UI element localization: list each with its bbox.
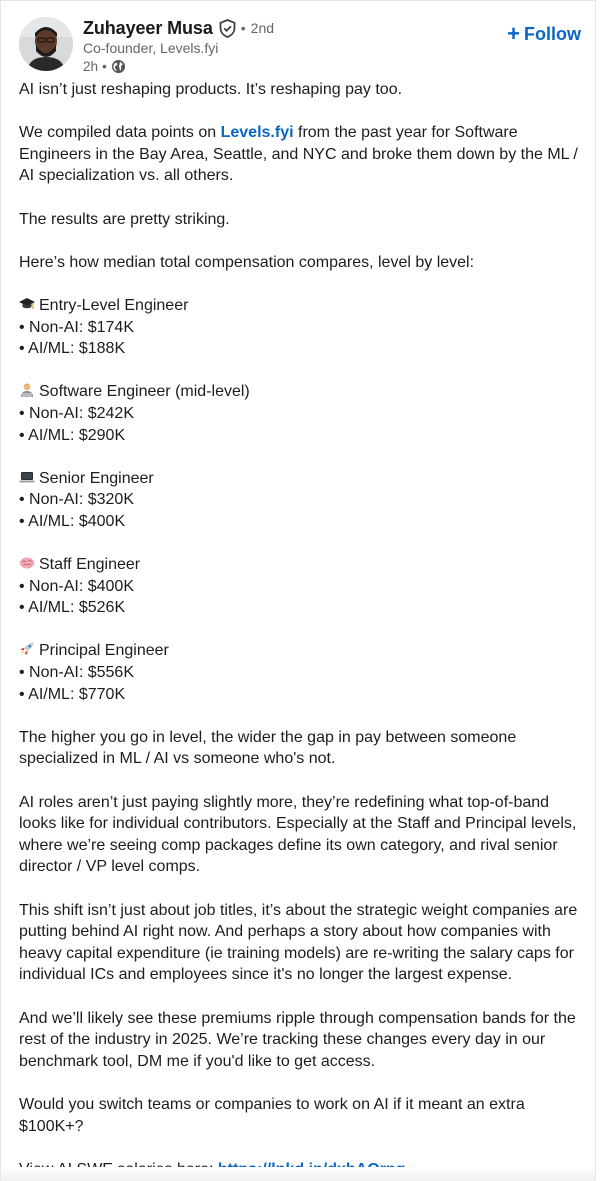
laptop-icon bbox=[19, 469, 35, 483]
level-non-ai: • Non-AI: $556K bbox=[19, 664, 134, 682]
level-block-entry bbox=[19, 295, 589, 360]
level-block-senior bbox=[19, 468, 589, 533]
post-paragraph: Would you switch teams or companies to work on AI if it meant an extra $100K+? bbox=[19, 1095, 525, 1135]
level-title-line bbox=[19, 554, 589, 576]
post-text bbox=[19, 79, 589, 1180]
separator-dot: • bbox=[102, 58, 107, 74]
author-name[interactable]: Zuhayeer Musa bbox=[83, 17, 213, 38]
post-paragraph: The higher you go in level, the wider the gap in pay between someone specialized in ML / AI vs someone who's not. bbox=[19, 728, 517, 768]
level-title-line bbox=[19, 381, 589, 403]
follow-label: Follow bbox=[524, 23, 581, 44]
level-ai-ml: • AI/ML: $526K bbox=[19, 599, 126, 617]
post-paragraph: The results are pretty striking. bbox=[19, 210, 230, 228]
level-ai-ml: • AI/ML: $770K bbox=[19, 685, 126, 703]
avatar[interactable] bbox=[19, 17, 73, 71]
level-non-ai: • Non-AI: $320K bbox=[19, 491, 134, 509]
level-title: Software Engineer (mid-level) bbox=[39, 383, 250, 401]
author-info bbox=[83, 15, 274, 74]
level-ai-ml: • AI/ML: $188K bbox=[19, 340, 126, 358]
connection-degree: 2nd bbox=[250, 20, 275, 36]
level-title-line bbox=[19, 640, 589, 662]
post-paragraph: Here’s how median total compensation compares, level by level: bbox=[19, 253, 475, 271]
level-title-line bbox=[19, 295, 589, 317]
post-paragraph: AI isn’t just reshaping products. It’s reshaping pay too. bbox=[19, 81, 403, 98]
level-title: Principal Engineer bbox=[39, 642, 169, 660]
technologist-icon bbox=[19, 382, 35, 396]
post-paragraph: This shift isn’t just about job titles, it’s about the strategic weight companies are putting behind AI right now. And perhaps a story about how companies with heavy capital expenditure (ie training models) are re-writing the salary caps for individual ICs and employees since it's no longer the largest expense. bbox=[19, 901, 578, 984]
level-title: Entry-Level Engineer bbox=[39, 296, 189, 314]
plus-icon: + bbox=[507, 21, 520, 46]
level-non-ai: • Non-AI: $242K bbox=[19, 404, 134, 422]
rocket-icon bbox=[19, 641, 35, 655]
post-paragraph: AI roles aren’t just paying slightly more, they’re redefining what top-of-band looks like for individual contributors. Especially at the Staff and Principal levels, where we’re seeing comp packages define its own category, and rival senior director / VP level comps. bbox=[19, 793, 577, 876]
post-meta bbox=[83, 58, 274, 74]
follow-button[interactable] bbox=[507, 21, 581, 47]
level-title: Senior Engineer bbox=[39, 469, 154, 487]
post-time: 2h bbox=[83, 58, 99, 74]
level-block-mid bbox=[19, 381, 589, 446]
level-block-principal bbox=[19, 640, 589, 705]
level-block-staff bbox=[19, 554, 589, 619]
level-ai-ml: • AI/ML: $290K bbox=[19, 426, 126, 444]
author-headline: Co-founder, Levels.fyi bbox=[83, 40, 219, 56]
post-paragraph: And we’ll likely see these premiums ripple through compensation bands for the rest of the industry in 2025. We’re tracking these changes every day in our benchmark tool, DM me if you'd like to get access. bbox=[19, 1009, 576, 1070]
post-text-span: We compiled data points on bbox=[19, 124, 221, 142]
separator-dot: • bbox=[240, 20, 246, 36]
level-non-ai: • Non-AI: $400K bbox=[19, 577, 134, 595]
level-ai-ml: • AI/ML: $400K bbox=[19, 512, 126, 530]
level-title-line bbox=[19, 468, 589, 490]
post-header bbox=[19, 15, 581, 75]
level-non-ai: • Non-AI: $174K bbox=[19, 318, 134, 336]
post-paragraph bbox=[19, 122, 589, 187]
level-title: Staff Engineer bbox=[39, 556, 141, 574]
globe-icon bbox=[111, 59, 126, 74]
verified-shield-icon bbox=[219, 19, 236, 38]
graduation-cap-icon bbox=[19, 296, 35, 310]
card-bottom-edge bbox=[1, 1167, 595, 1181]
levels-fyi-link[interactable]: Levels.fyi bbox=[220, 124, 294, 142]
post-text-span: from the past year for Software Engineers in the Bay Area, Seattle, and NYC and broke them down by the ML / AI specialization vs. all others. bbox=[19, 124, 578, 185]
brain-icon bbox=[19, 555, 35, 569]
